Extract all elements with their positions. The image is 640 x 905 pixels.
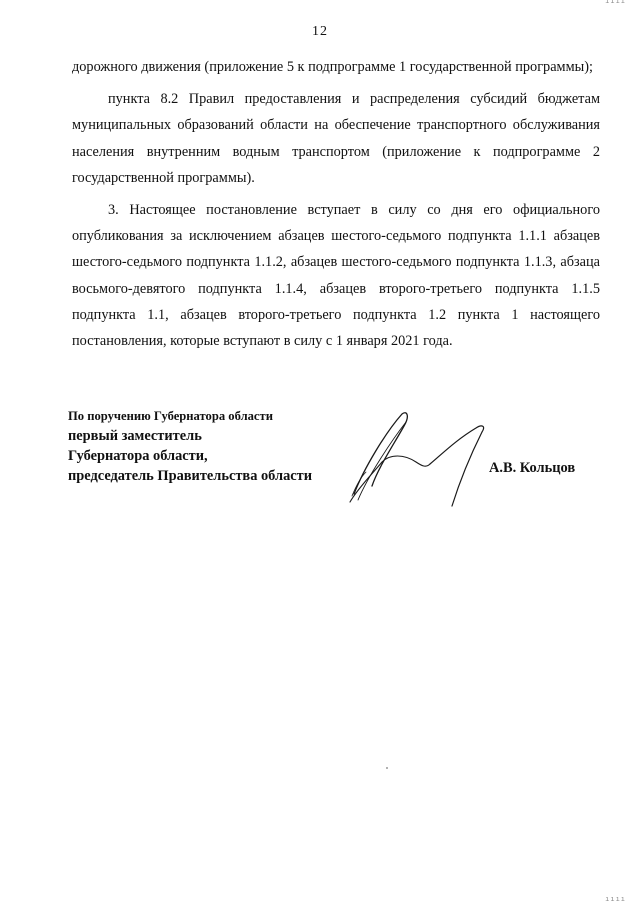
document-body (72, 54, 600, 354)
handwritten-signature (346, 402, 496, 510)
paragraph-clause-8-2: пункта 8.2 Правил предоставления и распределения субсидий бюджетам муниципальных образований области на обеспечение транспортного обслуживания населения внутренним водным транспортом (приложение к подпрограмме 2 государственной программы). (72, 91, 600, 186)
paragraph-effective-date: 3. Настоящее постановление вступает в силу со дня его официального опубликования за исключением абзацев шестого-седьмого подпункта 1.1.1 абзацев шестого-седьмого подпункта 1.1.2, абзацев шестого-седьмого подпункта 1.1.3, абзаца восьмого-девятого подпункта 1.1.4, абзацев второго-третьего подпункта 1.1.5 подпункта 1.1, абзацев второго-третьего подпункта 1.2 пункта 1 настоящего постановления, которые вступают в силу с 1 января 2021 года. (72, 202, 600, 350)
signatory-line-position: первый заместитель (68, 428, 202, 444)
scan-dot (386, 767, 388, 769)
signatory-line-authority: По поручению Губернатора области (68, 409, 273, 423)
signatory-line-governor: Губернатора области, (68, 448, 208, 464)
signer-name: А.В. Кольцов (489, 460, 576, 476)
scan-mark-top: ıııı (605, 0, 626, 5)
page-number: 12 (312, 24, 328, 39)
signatory-title-block (68, 406, 312, 486)
scan-mark-bottom: ıııı (605, 895, 626, 903)
signatory-line-chairman: председатель Правительства области (68, 468, 313, 484)
paragraph-continuation: дорожного движения (приложение 5 к подпрограмме 1 государственной программы); (72, 59, 593, 75)
